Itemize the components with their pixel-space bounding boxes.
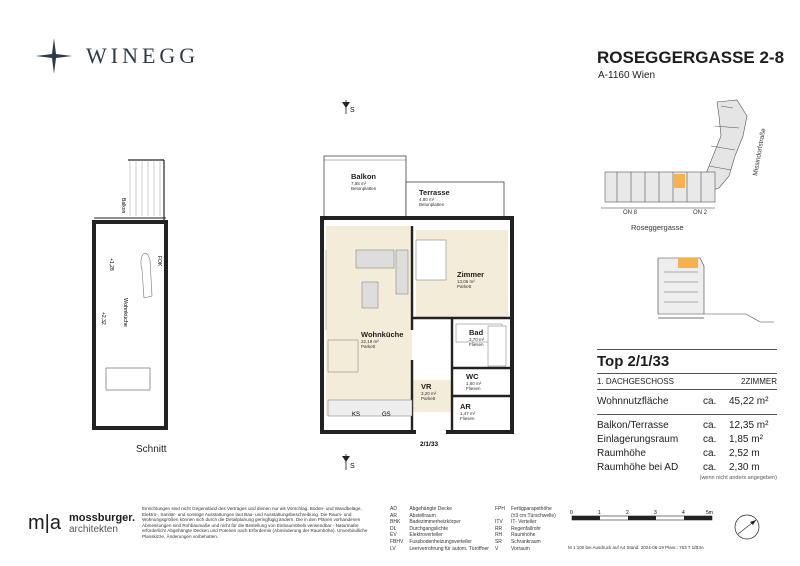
floor-plan [316,100,522,470]
site-street-1: Roseggergasse [631,223,684,232]
svg-text:4: 4 [682,510,685,516]
room-wc: WC 1,60 m² Fliesen [466,372,482,391]
svg-text:2: 2 [626,510,629,516]
unit-info [597,349,777,481]
brand-name: WINEGG [86,43,200,68]
north-arrow-icon [342,100,350,114]
architect-logo [28,512,135,535]
spec-row: Raumhöhe bei AD ca. 2,30 m [597,462,760,473]
room-terrasse: Terrasse 4,80 m² Betonplatten [419,188,450,207]
north-label-bottom: S [350,463,355,470]
section-fok-label: FOK [156,256,162,267]
site-on2: ON 2 [693,210,708,216]
svg-text:5m: 5m [706,510,713,516]
architect-name: mossburger. [68,511,136,524]
brand-logo [36,38,199,74]
north-compass-icon [732,512,762,542]
room-balkon: Balkon 7,55 m² Betonplatten [351,172,377,191]
compass-star-icon [36,38,72,74]
room-vr: VR 3,20 m² Parkett [421,382,437,401]
unit-floor: 1. DACHGESCHOSS [597,377,674,386]
unit-number: Top 2/1/33 [597,353,670,370]
ks-label: KS [352,412,361,418]
site-on8: ON 8 [623,210,638,216]
section-height-2: +2,32 [100,312,106,325]
spec-note: (wenn nicht anders angegeben) [699,475,777,481]
address-title: ROSEGGERGASSE 2-8 [597,48,785,67]
spec-row: Balkon/Terrasse ca. 12,35 m² [597,420,769,431]
svg-text:1: 1 [598,510,601,516]
abbreviation-legend: AD Abgehängte Decke FPH Fertigparapethöhe AR Abstellraum (±3 cm Türschwelle) BHK Badezimmerheizkörper ITV IT- Verteiler DL Durchgangslichte RR Regenfallrohr EV Elektroverteiler RH Raumhöhe FBHV Fussbodenheizungsverteiler SR Schrankraum LV Leerverrohrung für autom. Türöffner V Vorraum [390,506,556,552]
north-label-top: S [350,107,355,114]
section-title: Schnitt [136,444,167,455]
section-height-1: +1,28 [108,258,114,271]
plan-footer: M 1:100 bei Ausdruck auf A4 Stand: 2024-06-19 Planr.: 763 T 1/B3A [568,545,704,550]
disclaimer: Einrichtungen sind nicht Gegenstand des Vertrages und dienen nur als Vorschlag. Boden- und Wandbeläge, Elektro-, Sanitär- und sonstige Ausstattungen laut Bau- und Ausstattungsbeschreibung. Die Raum- und Wohnungsgrößen können sich durch die Detailplanung geringfügig ändern. Die in den Plänen vorhandenen Abmessungen sind Rohbaumaße und nicht für die Bestellung von Einbaumöbeln verwendbar - Naturmaße erforderlich! Abgehängte Decken und Poterien nach Erfordernis (Abminderung der Raumhöhe). Unverbindliche Planskizze, Änderungen vorbehalten. [142,506,368,539]
section-drawing [80,150,180,440]
unit-type: 2ZIMMER [741,377,777,386]
gs-label: GS [382,412,391,418]
architect-mark: m|a [28,512,61,534]
room-wohnkueche: Wohnküche 22,19 m² Parkett [361,330,404,349]
area-row: Wohnnutzfläche ca. 45,22 m² [597,396,769,407]
scale-bar [568,508,718,528]
svg-text:0: 0 [570,510,573,516]
address-city: A-1160 Wien [598,70,656,81]
svg-text:3: 3 [654,510,657,516]
architect-sub: architekten [68,523,118,535]
section-wohnkueche-label: Wohnküche [122,298,128,327]
spec-row: Einlagerungsraum ca. 1,85 m² [597,434,763,445]
building-section [650,244,776,328]
unit-plan-label: 2/1/33 [420,441,439,448]
spec-row: Raumhöhe ca. 2,52 m [597,448,760,459]
room-bad: Bad 3,70 m² Fliesen [469,328,485,347]
site-street-2: Missindorfstraße [752,127,768,177]
room-zimmer: Zimmer 13,06 m² Parkett [457,270,485,289]
room-ar: AR 1,47 m² Fliesen [460,402,476,421]
site-plan [597,96,779,236]
section-balkon-label: Balkon [120,198,126,214]
